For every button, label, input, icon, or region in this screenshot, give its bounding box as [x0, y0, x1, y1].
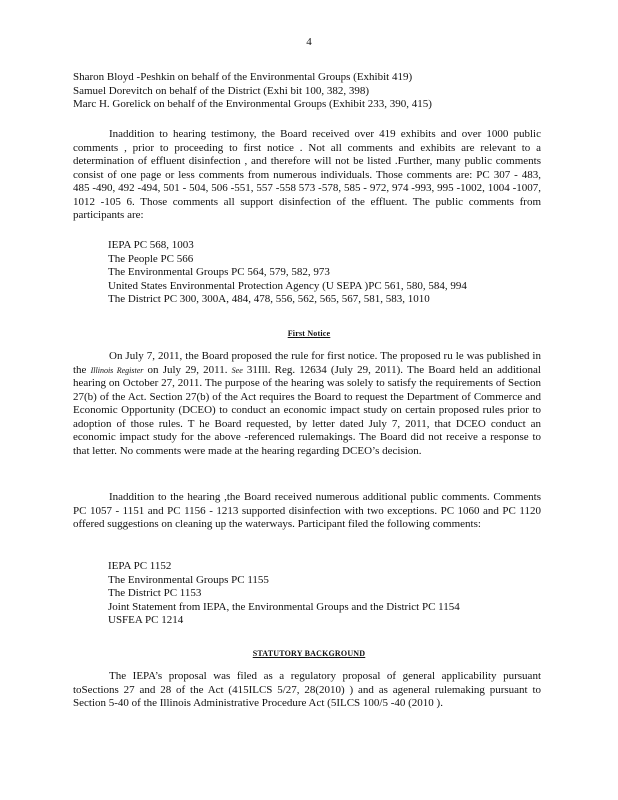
list-item: Joint Statement from IEPA, the Environmental Groups and the District PC 1154: [108, 600, 460, 613]
list-item: The People PC 566: [108, 252, 194, 265]
list-item: The District PC 300, 300A, 484, 478, 556, 562, 565, 567, 581, 583, 1010: [108, 293, 430, 305]
list-item: USFEA PC 1214: [108, 614, 184, 626]
list-item: IEPA PC 1152: [108, 560, 172, 572]
participant-line: Samuel Dorevitch on behalf of the District (Exhi bit 100, 382, 398): [73, 84, 370, 97]
paragraph-additional-comments: Inaddition to the hearing ,the Board received numerous additional public comments. Comments PC 1057 - 1151 and PC 1156 - 1213 supported disinfection with two exceptions. PC 1060 and PC 1120 offered suggestions on cleaning up the waterways. Participant filed the following comments:: [73, 491, 541, 530]
paragraph-text: on July 29, 2011.: [143, 363, 232, 376]
paragraph-text: 31Ill. Reg. 12634 (July 29, 2011). The Board held an additional hearing on October 27, 2011. The purpose of the hearing was solely to satisfy the requirements of Section 27(b) of the Act. Section 27(b) of the Act requires the Board to request the Department of Commerce and Economic Opportunity (DCEO) to conduct an economic impact study on certain proposed rules prior to adoption of those rules. T he Board requested, by letter dated July 7, 2011, that DCEO conduct an economic impact study for the above -referenced rulemakings. The Board did not receive a response to that letter. No comments were made at the hearing regarding DCEO’s decision.: [73, 363, 541, 457]
see-signal: See: [231, 365, 243, 375]
page-number: 4: [306, 36, 312, 48]
list-item: The District PC 1153: [108, 587, 202, 599]
list-item: The Environmental Groups PC 564, 579, 582, 973: [108, 266, 330, 278]
register-citation: Illinois Register: [90, 365, 144, 375]
heading-text: First Notice: [287, 329, 331, 338]
participant-line: Marc H. Gorelick on behalf of the Environmental Groups (Exhibit 233, 390, 415): [73, 98, 432, 110]
participant-line: Sharon Bloyd -Peshkin on behalf of the Environmental Groups (Exhibit 419): [73, 71, 413, 83]
list-item: United States Environmental Protection Agency (U SEPA )PC 561, 580, 584, 994: [108, 279, 467, 292]
section-heading-statutory-background: [0, 647, 618, 661]
paragraph-text: On July 7, 2011, the Board proposed the rule for first notice. The proposed ru le was published in the: [73, 350, 541, 376]
participant-comments-list: [108, 239, 528, 307]
section-heading-first-notice: [0, 327, 618, 341]
paragraph-first-notice: [73, 350, 541, 458]
filed-comments-list: [108, 560, 528, 628]
paragraph-hearing-testimony: Inaddition to hearing testimony, the Board received over 419 exhibits and over 1000 public comments , prior to proceeding to first notice . Not all comments and exhibits are relevant to a determination of effluent disinfection , and therefore will not be listed .Further, many public comments consist of one page or less comments from numerous individuals. Those comments are: PC 307 - 483, 485 -490, 492 -494, 501 - 504, 506 -551, 557 -558 573 -578, 585 - 972, 974 -993, 995 -1002, 1004 -1007, 1012 -105 6. Those comments all support disinfection of the effluent. The public comments from participants are:: [73, 128, 541, 221]
list-item: The Environmental Groups PC 1155: [108, 573, 269, 586]
list-item: IEPA PC 568, 1003: [108, 239, 194, 251]
participants-list: [73, 71, 541, 112]
heading-text: STATUTORY BACKGROUND: [252, 649, 366, 658]
paragraph-statutory-background: The IEPA’s proposal was filed as a regulatory proposal of general applicability pursuant toSections 27 and 28 of the Act (415ILCS 5/27, 28(2010) ) and as ageneral rulemaking pursuant to Section 5-40 of the Illinois Administrative Procedure Act (5ILCS 100/5 -40 (2010 ).: [73, 670, 541, 709]
